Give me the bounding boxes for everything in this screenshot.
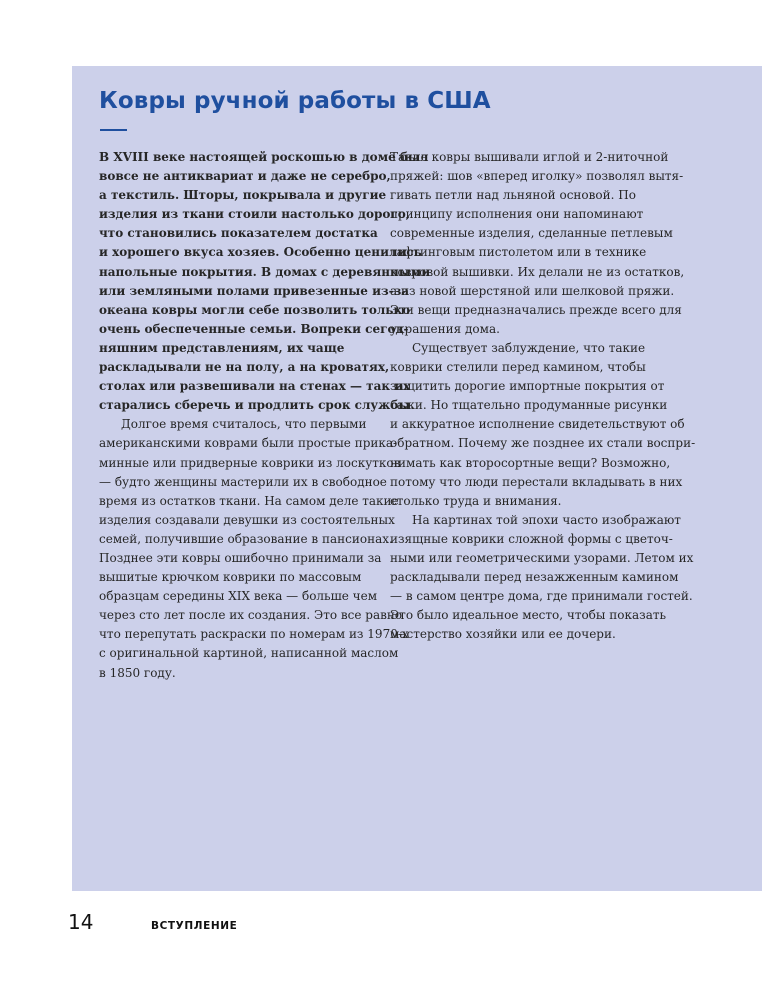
text-line: вышитые крючком коврики по массовым [99, 570, 362, 585]
text-line: Позднее эти ковры ошибочно принимали за [99, 550, 382, 565]
text-line: Это было идеальное место, чтобы показать [390, 608, 667, 623]
article-title: Ковры ручной работы в США [99, 88, 491, 114]
text-line: Такие ковры вышивали иглой и 2-ниточной [390, 150, 669, 164]
right-column [390, 148, 696, 644]
text-line: океана ковры могли себе позволить только [99, 302, 411, 317]
text-line: и аккуратное исполнение свидетельствуют об [390, 417, 685, 432]
text-line: коврики стелили перед камином, чтобы [390, 360, 646, 375]
text-line: что перепутать раскраски по номерам из 1970-х [99, 627, 409, 642]
text-line: или земляными полами привезенные из-за [99, 283, 410, 298]
left-column [99, 148, 431, 683]
text-line: В XVIII веке настоящей роскошью в доме был [99, 150, 429, 164]
text-line: Существует заблуждение, что такие [412, 340, 646, 355]
text-line: потому что люди перестали вкладывать в них [390, 474, 683, 489]
text-line: в 1850 году. [99, 665, 176, 680]
text-line: мастерство хозяйки или ее дочери. [390, 627, 616, 642]
text-line: На картинах той эпохи часто изображают [412, 512, 681, 527]
text-line: тафтинговым пистолетом или в технике [390, 245, 647, 260]
text-line: современные изделия, сделанные петлевым [390, 226, 673, 241]
text-line: семей, получившие образование в пансионах. [99, 531, 393, 546]
text-line: через сто лет после их создания. Это все равно [99, 608, 403, 623]
text-line: а из новой шерстяной или шелковой пряжи. [390, 283, 675, 298]
text-line: столько труда и внимания. [390, 493, 562, 508]
text-line: раскладывали не на полу, а на кроватях, [99, 360, 390, 375]
text-line: Долгое время считалось, что первыми [121, 417, 367, 432]
text-line: — будто женщины мастерили их в свободное [99, 474, 387, 489]
text-line: ными или геометрическими узорами. Летом их [390, 550, 694, 565]
text-line: защитить дорогие импортные покрытия от [390, 379, 665, 394]
text-line: столах или развешивали на стенах — так их [99, 379, 411, 394]
text-line: раскладывали перед незажженным камином [390, 570, 679, 585]
text-line: американскими коврами были простые прика- [99, 436, 398, 451]
text-line: и хорошего вкуса хозяев. Особенно ценились [99, 245, 422, 260]
text-line: обратном. Почему же позднее их стали воспри- [390, 436, 696, 451]
text-line: с оригинальной картиной, написанной маслом [99, 646, 399, 661]
text-line: вовсе не антиквариат и даже не серебро, [99, 169, 391, 184]
text-line: изделия создавали девушки из состоятельных [99, 512, 395, 527]
text-line: принципу исполнения они напоминают [390, 207, 644, 222]
text-line: минные или придверные коврики из лоскутков [99, 455, 401, 470]
text-line: время из остатков ткани. На самом деле такие [99, 493, 399, 508]
text-line: Эти вещи предназначались прежде всего для [390, 302, 682, 317]
article-panel [72, 66, 762, 891]
text-line: а текстиль. Шторы, покрывала и другие [99, 188, 387, 203]
text-line: сажи. Но тщательно продуманные рисунки [390, 398, 668, 413]
text-line: старались сберечь и продлить срок службы. [99, 398, 415, 413]
page-number: 14 [68, 910, 94, 934]
text-line: гивать петли над льняной основой. По [390, 188, 636, 203]
text-line: изделия из ткани стоили настолько дорого, [99, 207, 410, 222]
text-line: изящные коврики сложной формы с цветоч- [390, 531, 673, 546]
text-line: няшним представлениям, их чаще [99, 340, 345, 355]
text-line: пряжей: шов «вперед иголку» позволял вытя- [390, 169, 684, 184]
text-line: напольные покрытия. В домах с деревянными [99, 264, 431, 279]
section-name: ВСТУПЛЕНИЕ [151, 920, 238, 932]
text-line: что становились показателем достатка [99, 226, 378, 241]
title-underline [100, 129, 127, 131]
text-line: ковровой вышивки. Их делали не из остатков, [390, 264, 685, 279]
text-line: образцам середины XIX века — больше чем [99, 589, 378, 604]
text-line: нимать как второсортные вещи? Возможно, [390, 455, 671, 470]
text-line: — в самом центре дома, где принимали гостей. [390, 589, 693, 604]
text-line: очень обеспеченные семьи. Вопреки сегод- [99, 321, 409, 336]
text-line: украшения дома. [390, 321, 500, 336]
